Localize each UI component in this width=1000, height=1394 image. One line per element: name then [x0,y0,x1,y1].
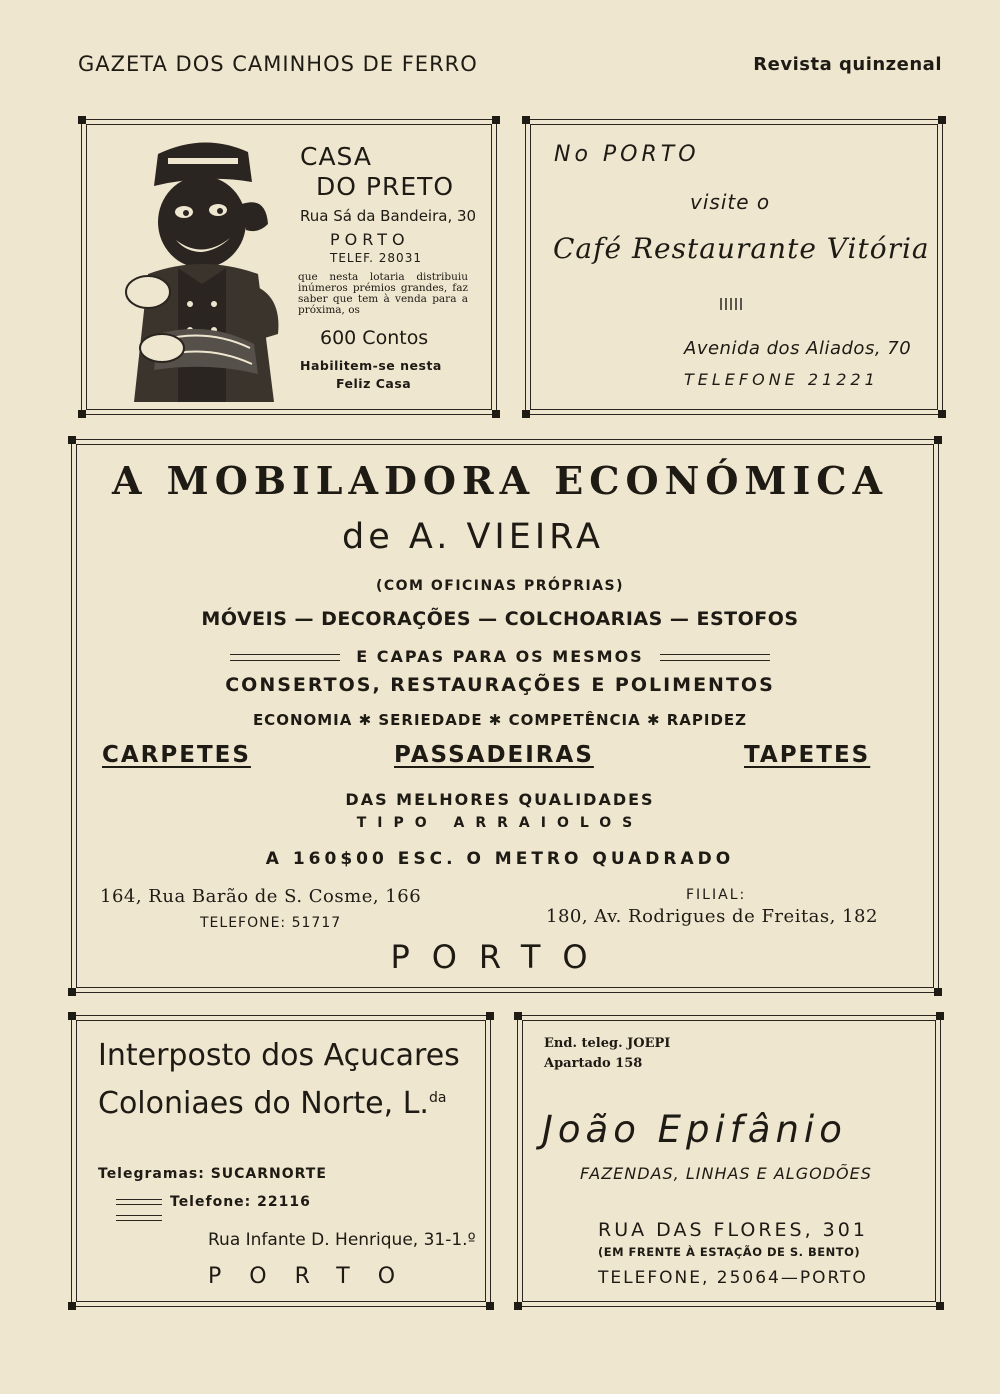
joao-goods: FAZENDAS, LINHAS E ALGODÕES [580,1164,872,1183]
mobiladora-type: TIPO ARRAIOLOS [356,815,644,831]
mobiladora-title: A MOBILADORA ECONÓMICA [111,458,889,503]
mobiladora-city: PORTO [390,938,610,976]
cafe-address: Avenida dos Aliados, 70 [684,338,912,359]
frame-corner [68,436,76,444]
bellboy-illustration [118,134,290,402]
interposto-telegrams: Telegramas: SUCARNORTE [98,1166,327,1182]
mobiladora-product-carpetes: CARPETES [102,742,251,768]
frame-corner [934,988,942,996]
mobiladora-price: A 160$00 ESC. O METRO QUADRADO [265,849,735,869]
double-rule-left [116,1199,162,1205]
frame-corner [486,1012,494,1020]
interposto-title-2-text: Coloniaes do Norte, L. [98,1086,429,1121]
casa-preto-title-1: CASA [300,142,372,171]
mobiladora-main-phone: TELEFONE: 51717 [200,915,342,931]
frame-corner [68,1302,76,1310]
frame-corner [78,410,86,418]
casa-preto-slogan-2: Feliz Casa [336,376,412,391]
interposto-title-suffix: da [428,1090,447,1106]
interposto-address: Rua Infante D. Henrique, 31-1.º [208,1230,476,1250]
cafe-phone: TELEFONE 21221 [684,370,879,389]
mobiladora-product-tapetes: TAPETES [744,742,871,768]
ornament-icon [718,297,746,311]
frame-corner [486,1302,494,1310]
interposto-phone: Telefone: 22116 [170,1194,311,1210]
joao-address: RUA DAS FLORES, 301 [598,1219,868,1241]
frame-corner [68,988,76,996]
mobiladora-services: MÓVEIS — DECORAÇÕES — COLCHOARIAS — ESTOFOS [201,608,799,630]
mobiladora-repairs: CONSERTOS, RESTAURAÇÕES E POLIMENTOS [225,674,775,696]
casa-preto-address: Rua Sá da Bandeira, 30 [300,207,477,225]
mobiladora-product-passadeiras: PASSADEIRAS [394,742,594,768]
frame-corner [938,410,946,418]
magazine-subtitle: Revista quinzenal [753,54,942,75]
casa-preto-title-2: DO PRETO [316,172,455,201]
frame-corner [522,116,530,124]
casa-preto-prize: 600 Contos [320,327,429,349]
frame-corner [514,1302,522,1310]
mobiladora-branch-label: FILIAL: [686,887,747,903]
mobiladora-values: ECONOMIA ✱ SERIEDADE ✱ COMPETÊNCIA ✱ RAPIDEZ [252,711,748,729]
joao-phone: TELEFONE, 25064—PORTO [598,1268,868,1288]
frame-corner [936,1302,944,1310]
mobiladora-main-address: 164, Rua Barão de S. Cosme, 166 [100,886,422,907]
mobiladora-workshops: (COM OFICINAS PRÓPRIAS) [375,578,625,594]
joao-name: João Epifânio [542,1108,847,1151]
double-rule-right [660,654,770,661]
double-rule-left [230,654,340,661]
joao-po-box: Apartado 158 [544,1056,643,1071]
cafe-visit-line: visite o [690,190,771,214]
cafe-name: Café Restaurante Vitória [553,232,930,265]
mobiladora-covers: E CAPAS PARA OS MESMOS [356,647,644,666]
casa-preto-city: PORTO [330,230,410,249]
frame-corner [68,1012,76,1020]
interposto-phone-line [108,1194,348,1226]
frame-corner [492,116,500,124]
mobiladora-branch-address: 180, Av. Rodrigues de Freitas, 182 [546,906,878,927]
interposto-city: PORTO [208,1264,424,1289]
mobiladora-covers-line [0,647,1000,666]
casa-preto-phone: TELEF. 28031 [330,251,422,265]
frame-corner [492,410,500,418]
frame-corner [78,116,86,124]
interposto-title-2 [98,1086,446,1121]
frame-corner [522,410,530,418]
joao-telegraph: End. teleg. JOEPI [544,1036,671,1051]
interposto-title-1: Interposto dos Açucares [98,1038,460,1073]
mobiladora-quality: DAS MELHORES QUALIDADES [345,790,655,809]
magazine-title: GAZETA DOS CAMINHOS DE FERRO [78,52,478,76]
mobiladora-subtitle: de A. VIEIRA [342,517,604,557]
frame-corner [938,116,946,124]
casa-preto-slogan-1: Habilitem-se nesta [300,358,442,373]
frame-corner [514,1012,522,1020]
cafe-city-line: No PORTO [554,142,700,167]
double-rule-right [116,1215,162,1221]
joao-landmark: (EM FRENTE À ESTAÇÃO DE S. BENTO) [598,1245,861,1259]
casa-preto-body-text: que nesta lotaria distribuiu inúmeros prémios grandes, faz saber que tem à venda para a próxima, os [298,271,468,316]
frame-corner [934,436,942,444]
frame-corner [936,1012,944,1020]
